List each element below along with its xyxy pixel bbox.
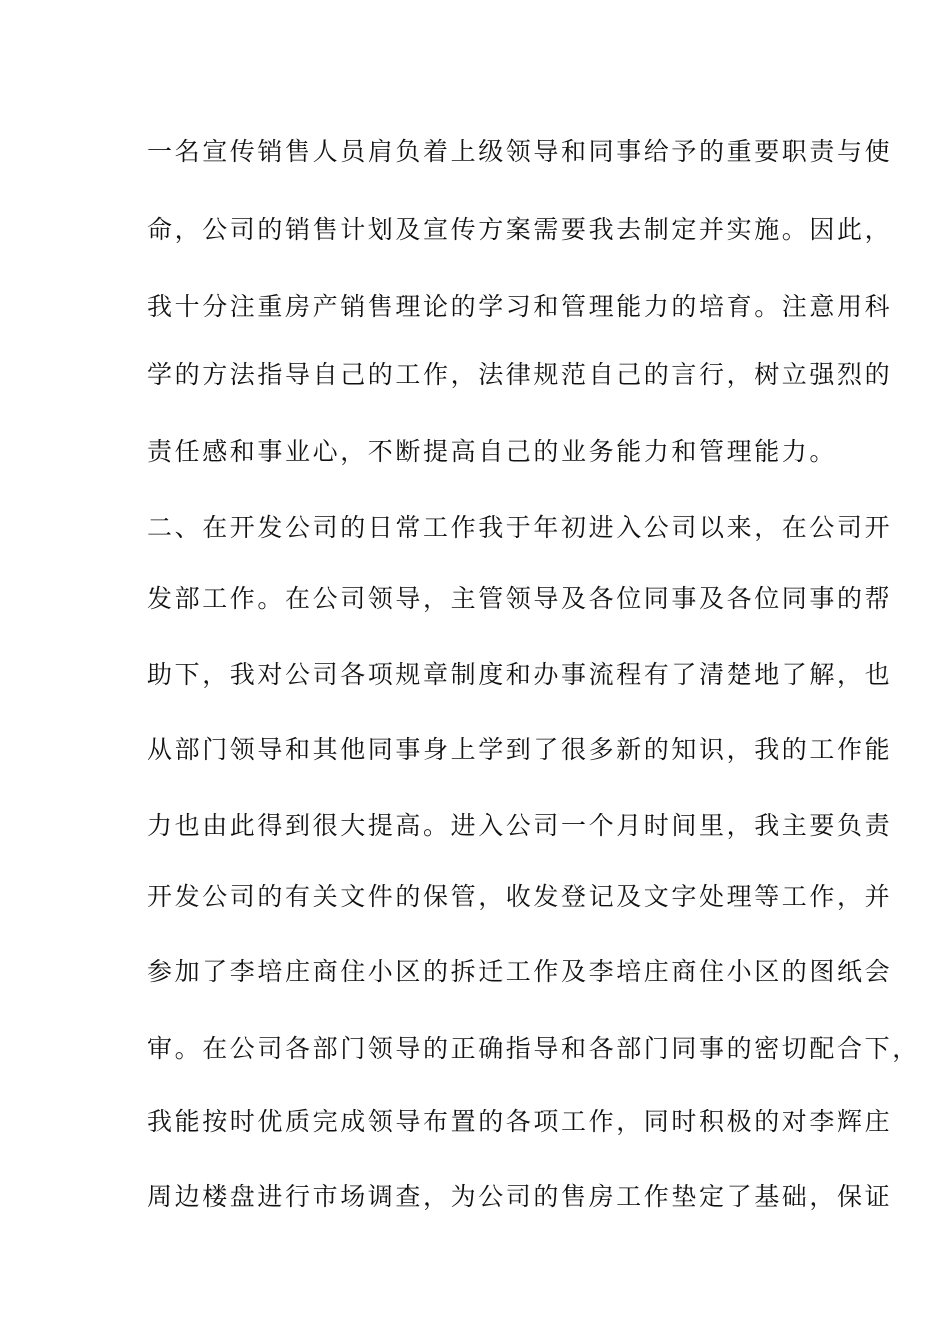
text-line: 二、在开发公司的日常工作我于年初进入公司以来，在公司开: [147, 513, 893, 542]
text-line: 审。在公司各部门领导的正确指导和各部门同事的密切配合下，: [147, 1034, 920, 1063]
text-line: 从部门领导和其他同事身上学到了很多新的知识，我的工作能: [147, 735, 893, 764]
text-line: 我能按时优质完成领导布置的各项工作，同时积极的对李辉庄: [147, 1107, 893, 1136]
text-line: 学的方法指导自己的工作，法律规范自己的言行，树立强烈的: [147, 360, 893, 389]
text-line: 助下，我对公司各项规章制度和办事流程有了清楚地了解，也: [147, 660, 893, 689]
text-line: 一名宣传销售人员肩负着上级领导和同事给予的重要职责与使: [147, 137, 893, 166]
text-line: 责任感和事业心，不断提高自己的业务能力和管理能力。: [147, 437, 838, 466]
text-line: 开发公司的有关文件的保管，收发登记及文字处理等工作，并: [147, 882, 893, 911]
text-line: 发部工作。在公司领导，主管领导及各位同事及各位同事的帮: [147, 584, 893, 613]
text-line: 力也由此得到很大提高。进入公司一个月时间里，我主要负责: [147, 811, 893, 840]
text-line: 我十分注重房产销售理论的学习和管理能力的培育。注意用科: [147, 292, 893, 321]
text-line: 周边楼盘进行市场调查，为公司的售房工作垫定了基础，保证: [147, 1182, 893, 1211]
text-line: 命，公司的销售计划及宣传方案需要我去制定并实施。因此，: [147, 215, 893, 244]
text-line: 参加了李培庄商住小区的拆迁工作及李培庄商住小区的图纸会: [147, 957, 893, 986]
